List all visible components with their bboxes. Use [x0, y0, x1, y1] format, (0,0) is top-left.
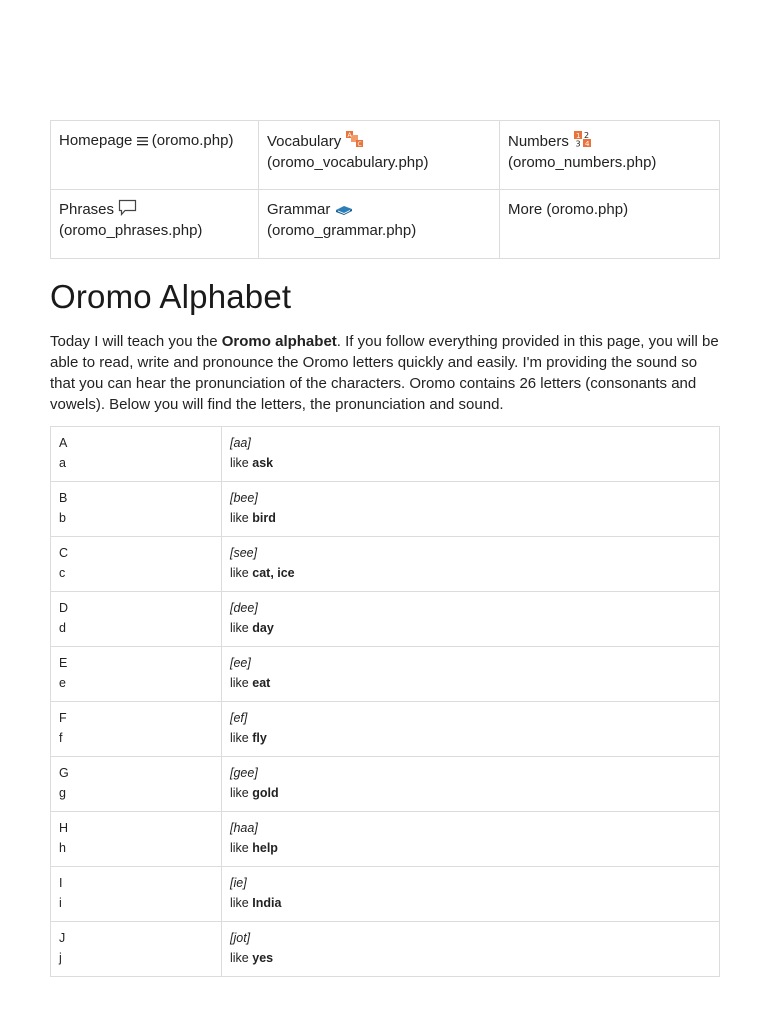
example-word: fly: [252, 730, 267, 745]
table-row: [51, 702, 720, 757]
nav-cell-more[interactable]: [500, 190, 720, 259]
intro-bold-term: Oromo alphabet: [221, 333, 337, 350]
pronunciation: [haa]: [230, 821, 258, 835]
book-icon: [335, 204, 353, 216]
letter-lower: c: [59, 565, 66, 580]
letter-lower: i: [59, 895, 62, 910]
letter-upper: D: [59, 601, 69, 615]
letter-lower: d: [59, 620, 66, 635]
pronunciation-cell: [222, 702, 720, 757]
intro-text-rest: . If you follow everything provided in this page, you will be able to read, write and pronounce the Oromo letters quickly and easily. I'm providing the sound so that you can hear the pronunciation of the characters. Oromo contains 26 letters (consonants and vowels). Below you will find the letters, the pronunciation and sound.: [50, 333, 719, 413]
svg-text:1: 1: [576, 132, 581, 140]
nav-vocabulary-link[interactable]: (oromo_vocabulary.php): [267, 154, 429, 171]
svg-text:A: A: [347, 132, 352, 139]
nav-cell-grammar[interactable]: [259, 190, 500, 259]
table-row: [51, 812, 720, 867]
menu-icon: [137, 135, 148, 147]
intro-text-start: Today I will teach you the: [50, 333, 222, 350]
nav-phrases-link[interactable]: (oromo_phrases.php): [59, 222, 203, 239]
nav-cell-vocabulary[interactable]: [259, 121, 500, 190]
nav-vocabulary-label[interactable]: Vocabulary: [267, 133, 342, 150]
letter-cell: [51, 592, 222, 647]
pronunciation: [ie]: [230, 876, 247, 890]
nav-numbers-link[interactable]: (oromo_numbers.php): [508, 154, 657, 171]
letter-upper: I: [59, 876, 63, 890]
example-word: India: [252, 895, 282, 910]
example: [230, 784, 711, 804]
nav-row: [51, 121, 720, 190]
letter-cell: [51, 427, 222, 482]
pronunciation: [aa]: [230, 436, 251, 450]
example: [230, 674, 711, 694]
table-row: [51, 647, 720, 702]
vocabulary-blocks-icon: [345, 130, 365, 148]
example: [230, 839, 711, 859]
letter-lower: a: [59, 455, 66, 470]
nav-numbers-label[interactable]: Numbers: [508, 133, 569, 150]
example: [230, 729, 711, 749]
pronunciation: [jot]: [230, 931, 251, 945]
intro-paragraph: [50, 331, 719, 415]
svg-text:C: C: [357, 141, 363, 148]
letter-lower: g: [59, 785, 66, 800]
letter-upper: F: [59, 711, 67, 725]
nav-cell-homepage[interactable]: [51, 121, 259, 190]
pronunciation-cell: [222, 427, 720, 482]
pronunciation: [bee]: [230, 491, 258, 505]
letter-cell: [51, 867, 222, 922]
table-row: [51, 537, 720, 592]
letter-cell: [51, 482, 222, 537]
example-like: like: [230, 895, 249, 910]
pronunciation: [dee]: [230, 601, 258, 615]
letter-lower: f: [59, 730, 63, 745]
pronunciation-cell: [222, 867, 720, 922]
letter-cell: [51, 647, 222, 702]
example-word: gold: [252, 785, 279, 800]
example: [230, 894, 711, 914]
letter-cell: [51, 922, 222, 977]
pronunciation-cell: [222, 922, 720, 977]
letter-upper: J: [59, 931, 66, 945]
letter-upper: A: [59, 436, 68, 450]
example-like: like: [230, 455, 249, 470]
speech-bubble-icon: [118, 199, 137, 216]
nav-homepage-link[interactable]: (oromo.php): [151, 132, 234, 149]
example: [230, 454, 711, 474]
alphabet-table-body: [51, 427, 720, 977]
alphabet-table: [50, 426, 720, 977]
nav-more-link[interactable]: (oromo.php): [546, 201, 629, 218]
letter-upper: B: [59, 491, 68, 505]
letter-cell: [51, 537, 222, 592]
letter-upper: H: [59, 821, 69, 835]
nav-phrases-label[interactable]: Phrases: [59, 201, 115, 218]
example-like: like: [230, 675, 249, 690]
letter-cell: [51, 757, 222, 812]
nav-more-label[interactable]: More: [508, 201, 543, 218]
example-word: eat: [252, 675, 271, 690]
table-row: [51, 482, 720, 537]
letter-lower: b: [59, 510, 66, 525]
table-row: [51, 592, 720, 647]
example-like: like: [230, 620, 249, 635]
example-word: day: [252, 620, 274, 635]
pronunciation: [see]: [230, 546, 258, 560]
example-like: like: [230, 840, 249, 855]
letter-upper: G: [59, 766, 69, 780]
pronunciation-cell: [222, 537, 720, 592]
table-row: [51, 922, 720, 977]
pronunciation: [gee]: [230, 766, 258, 780]
pronunciation: [ef]: [230, 711, 248, 725]
numbers-blocks-icon: [573, 130, 593, 148]
example: [230, 619, 711, 639]
nav-homepage-label[interactable]: Homepage: [59, 132, 133, 149]
example-word: cat, ice: [252, 565, 295, 580]
example: [230, 949, 711, 969]
example-like: like: [230, 510, 249, 525]
nav-grammar-label[interactable]: Grammar: [267, 201, 331, 218]
svg-text:2: 2: [584, 131, 590, 140]
nav-grammar-link[interactable]: (oromo_grammar.php): [267, 222, 417, 239]
navigation-table: [50, 120, 720, 259]
example-word: bird: [252, 510, 276, 525]
pronunciation-cell: [222, 592, 720, 647]
example-like: like: [230, 565, 249, 580]
pronunciation-cell: [222, 482, 720, 537]
pronunciation-cell: [222, 812, 720, 867]
letter-upper: E: [59, 656, 68, 670]
pronunciation-cell: [222, 757, 720, 812]
pronunciation-cell: [222, 647, 720, 702]
example: [230, 509, 711, 529]
letter-cell: [51, 812, 222, 867]
svg-text:4: 4: [585, 140, 590, 148]
nav-cell-phrases[interactable]: [51, 190, 259, 259]
letter-lower: h: [59, 840, 66, 855]
letter-lower: e: [59, 675, 66, 690]
nav-cell-numbers[interactable]: [500, 121, 720, 190]
example-like: like: [230, 730, 249, 745]
example-word: help: [252, 840, 278, 855]
svg-text:3: 3: [575, 139, 581, 148]
example-like: like: [230, 785, 249, 800]
table-row: [51, 427, 720, 482]
letter-lower: j: [59, 950, 62, 965]
table-row: [51, 757, 720, 812]
example: [230, 564, 711, 584]
example-word: yes: [252, 950, 274, 965]
nav-row: [51, 190, 720, 259]
page-title: Oromo Alphabet: [50, 278, 292, 315]
letter-cell: [51, 702, 222, 757]
page-content: [50, 120, 719, 977]
pronunciation: [ee]: [230, 656, 251, 670]
table-row: [51, 867, 720, 922]
example-word: ask: [252, 455, 274, 470]
letter-upper: C: [59, 546, 69, 560]
example-like: like: [230, 950, 249, 965]
